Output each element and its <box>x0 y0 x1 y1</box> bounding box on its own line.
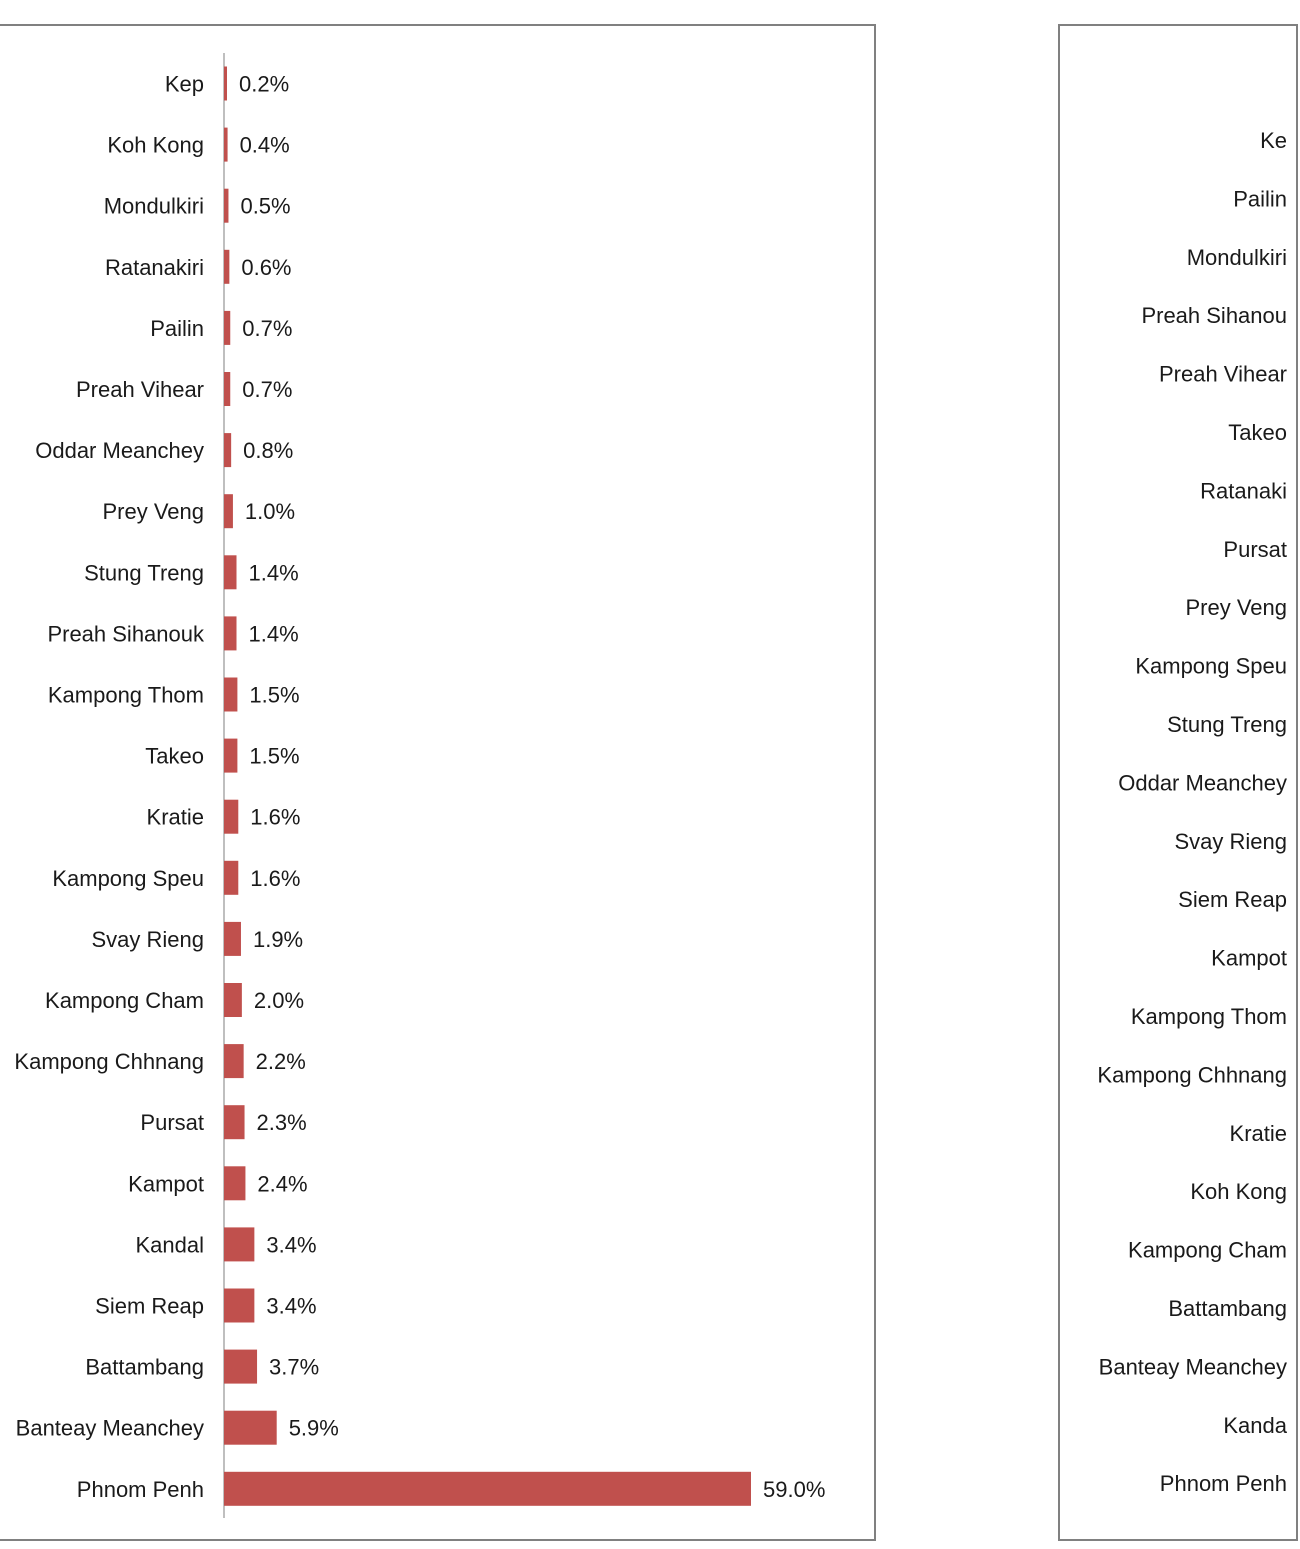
data-label: 1.5% <box>249 682 300 708</box>
category-label: Phnom Penh <box>76 1476 204 1502</box>
category-label: Kampot <box>128 1171 204 1197</box>
category-label: Ke <box>1260 128 1287 153</box>
data-label: 0.5% <box>240 193 291 219</box>
category-label: Prey Veng <box>1185 595 1287 621</box>
bar <box>224 983 242 1017</box>
data-label: 1.6% <box>250 865 301 891</box>
bar <box>224 1350 257 1384</box>
bar-chart-right <box>1060 26 1300 1543</box>
category-label: Battambang <box>85 1354 204 1380</box>
bar <box>224 1166 245 1200</box>
bar <box>224 861 238 895</box>
data-label: 2.0% <box>253 988 305 1013</box>
bar <box>224 372 230 406</box>
category-label: Kampong Speu <box>52 865 204 891</box>
category-label: Stung Treng <box>1167 712 1287 737</box>
data-label: 59.0% <box>763 1476 826 1502</box>
category-label: Svay Rieng <box>1174 828 1287 854</box>
data-label: 2.2% <box>255 1049 306 1075</box>
bar <box>224 433 231 467</box>
bar <box>224 739 237 773</box>
data-label: 2.4% <box>257 1171 308 1197</box>
bar <box>224 922 241 956</box>
data-label: 0.7% <box>242 315 293 341</box>
bar <box>224 678 237 712</box>
category-label: Preah Vihear <box>1158 361 1287 387</box>
chart-panel-right <box>1058 24 1298 1541</box>
category-label: Pursat <box>1223 536 1287 562</box>
category-label: Oddar Meanchey <box>35 438 204 464</box>
category-label: Kampot <box>1211 945 1287 971</box>
category-label: Kratie <box>146 804 204 830</box>
data-label: 0.2% <box>239 71 290 97</box>
category-label: Ratanakiri <box>104 254 204 280</box>
category-label: Pailin <box>150 315 204 341</box>
bar <box>224 555 237 589</box>
category-label: Stung Treng <box>84 560 204 586</box>
category-label: Battambang <box>1168 1296 1287 1321</box>
category-label: Kampong Cham <box>45 988 204 1013</box>
data-label: 3.7% <box>269 1354 320 1380</box>
data-label: 5.9% <box>288 1415 339 1441</box>
bar <box>224 311 230 345</box>
category-label: Banteay Meanchey <box>15 1415 204 1441</box>
data-label: 0.6% <box>241 254 292 280</box>
chart-panel-left <box>0 24 876 1541</box>
category-label: Kampong Thom <box>47 682 204 708</box>
bar <box>224 616 237 650</box>
category-label: Kandal <box>135 1232 204 1258</box>
bar <box>224 250 229 284</box>
data-label: 0.8% <box>243 438 294 464</box>
category-label: Kampong Chhnang <box>14 1049 204 1075</box>
data-label: 1.0% <box>244 499 296 525</box>
category-label: Kanda <box>1223 1412 1287 1438</box>
category-label: Kampong Cham <box>1128 1237 1287 1263</box>
category-label: Mondulkiri <box>1186 244 1287 270</box>
bar <box>224 1044 244 1078</box>
bar <box>224 128 228 162</box>
category-label: Koh Kong <box>107 132 204 158</box>
bar <box>224 1105 245 1139</box>
bar <box>224 189 228 223</box>
category-label: Takeo <box>1228 420 1287 445</box>
category-label: Phnom Penh <box>1159 1471 1287 1497</box>
data-label: 1.4% <box>248 621 299 647</box>
category-label: Pailin <box>1233 186 1287 212</box>
bar <box>224 1472 751 1506</box>
category-label: Ratanaki <box>1200 478 1287 504</box>
category-label: Preah Vihear <box>75 377 204 402</box>
category-label: Koh Kong <box>1190 1179 1287 1205</box>
category-label: Kampong Speu <box>1135 653 1287 679</box>
bar <box>224 67 227 101</box>
category-label: Kep <box>164 71 204 97</box>
data-label: 3.4% <box>266 1293 317 1319</box>
bar <box>224 1289 254 1323</box>
data-label: 2.3% <box>256 1110 307 1136</box>
category-label: Preah Sihanouk <box>47 621 204 647</box>
category-label: Takeo <box>145 743 204 769</box>
category-label: Preah Sihanou <box>1141 303 1287 329</box>
category-label: Banteay Meanchey <box>1098 1354 1287 1380</box>
bar <box>224 494 233 528</box>
data-label: 1.4% <box>248 560 299 586</box>
category-label: Oddar Meanchey <box>1118 770 1287 796</box>
data-label: 0.4% <box>239 132 290 158</box>
category-label: Prey Veng <box>102 499 204 525</box>
category-label: Siem Reap <box>1178 887 1287 913</box>
data-label: 0.7% <box>242 377 293 402</box>
bar <box>224 800 238 834</box>
data-label: 1.6% <box>250 804 301 830</box>
category-label: Kampong Thom <box>1130 1004 1287 1029</box>
data-label: 3.4% <box>266 1232 317 1258</box>
bar <box>224 1411 277 1445</box>
data-label: 1.9% <box>252 926 304 952</box>
category-label: Siem Reap <box>95 1293 204 1319</box>
category-label: Svay Rieng <box>91 926 204 952</box>
category-label: Pursat <box>140 1110 204 1136</box>
bar <box>224 1227 254 1261</box>
category-label: Mondulkiri <box>103 193 204 219</box>
category-label: Kratie <box>1229 1120 1287 1146</box>
data-label: 1.5% <box>249 743 300 769</box>
category-label: Kampong Chhnang <box>1097 1062 1287 1088</box>
bar-chart-left <box>0 26 878 1543</box>
